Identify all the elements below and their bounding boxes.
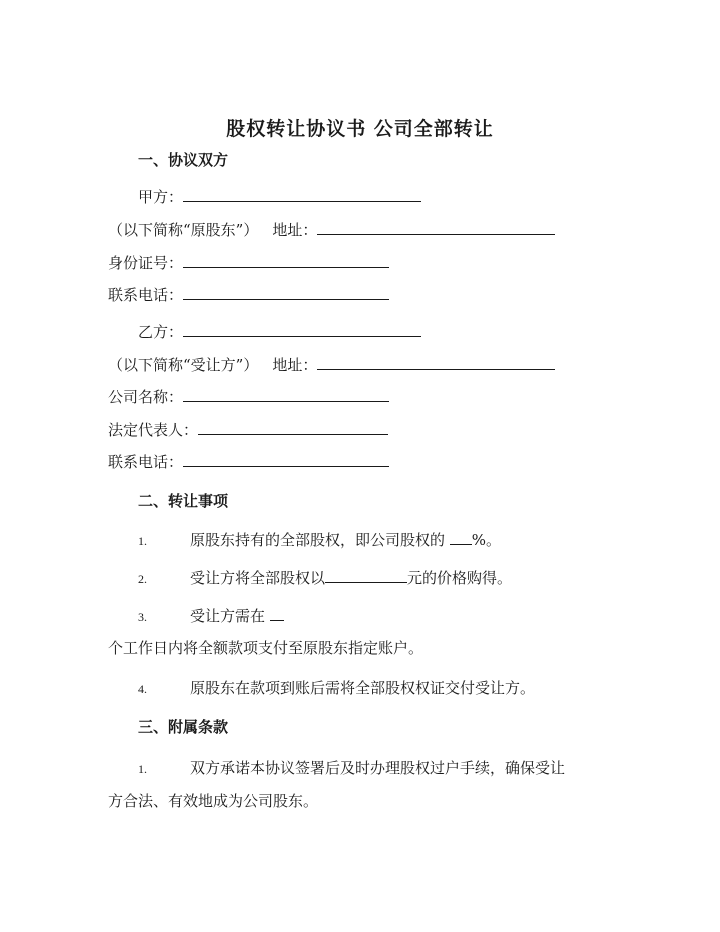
price-blank[interactable] bbox=[325, 568, 407, 583]
transfer-item-3-continuation: 个工作日内将全额款项支付至原股东指定账户。 bbox=[108, 639, 424, 657]
rep-blank[interactable] bbox=[198, 420, 388, 435]
party-b-alias: （以下简称“受让方”） bbox=[108, 356, 259, 374]
party-b-alias-row bbox=[108, 355, 555, 375]
item-number: 1. bbox=[138, 534, 147, 548]
party-a-blank[interactable] bbox=[183, 187, 421, 202]
company-blank[interactable] bbox=[183, 387, 389, 402]
company-row bbox=[108, 387, 389, 407]
phone-a-row bbox=[108, 285, 389, 305]
party-a-alias: （以下简称“原股东”） bbox=[108, 221, 259, 239]
party-a-alias-row bbox=[108, 220, 555, 240]
address-label-b: 地址： bbox=[272, 356, 318, 374]
phone-b-blank[interactable] bbox=[183, 452, 389, 467]
address-a-blank[interactable] bbox=[317, 220, 555, 235]
transfer-item-1: 原股东持有的全部股权，即公司股权的 %。 bbox=[190, 531, 502, 549]
terms-item-1: 双方承诺本协议签署后及时办理股权过户手续，确保受让 bbox=[190, 759, 566, 777]
rep-label: 法定代表人： bbox=[108, 421, 199, 439]
id-blank[interactable] bbox=[183, 253, 389, 268]
party-a-label: 甲方： bbox=[138, 188, 184, 206]
company-label: 公司名称： bbox=[108, 388, 184, 406]
party-b-blank[interactable] bbox=[183, 322, 421, 337]
terms-item-1-continuation: 方合法、有效地成为公司股东。 bbox=[108, 792, 319, 810]
section-heading-transfer: 二、转让事项 bbox=[138, 492, 229, 510]
document-title: 股权转让协议书 公司全部转让 bbox=[226, 118, 494, 140]
item-number: 4. bbox=[138, 682, 147, 696]
item-number: 3. bbox=[138, 610, 147, 624]
rep-row bbox=[108, 420, 388, 440]
party-b-label: 乙方： bbox=[138, 323, 184, 341]
party-b-row bbox=[138, 322, 421, 342]
days-blank[interactable] bbox=[270, 606, 284, 621]
id-row bbox=[108, 253, 389, 273]
id-label: 身份证号： bbox=[108, 254, 184, 272]
party-a-row bbox=[138, 187, 421, 207]
phone-b-row bbox=[108, 452, 389, 472]
item-number: 1. bbox=[138, 762, 147, 776]
section-heading-terms: 三、附属条款 bbox=[138, 718, 229, 736]
transfer-item-2: 受让方将全部股权以 元的价格购得。 bbox=[190, 569, 513, 587]
percent-blank[interactable] bbox=[450, 530, 472, 545]
address-b-blank[interactable] bbox=[317, 355, 555, 370]
address-label-a: 地址： bbox=[272, 221, 318, 239]
transfer-item-3: 受让方需在 bbox=[190, 606, 284, 626]
phone-label-a: 联系电话： bbox=[108, 286, 184, 304]
item-number: 2. bbox=[138, 572, 147, 586]
transfer-item-4: 原股东在款项到账后需将全部股权权证交付受让方。 bbox=[190, 679, 536, 697]
section-heading-parties: 一、协议双方 bbox=[138, 151, 229, 169]
phone-label-b: 联系电话： bbox=[108, 453, 184, 471]
phone-a-blank[interactable] bbox=[183, 285, 389, 300]
